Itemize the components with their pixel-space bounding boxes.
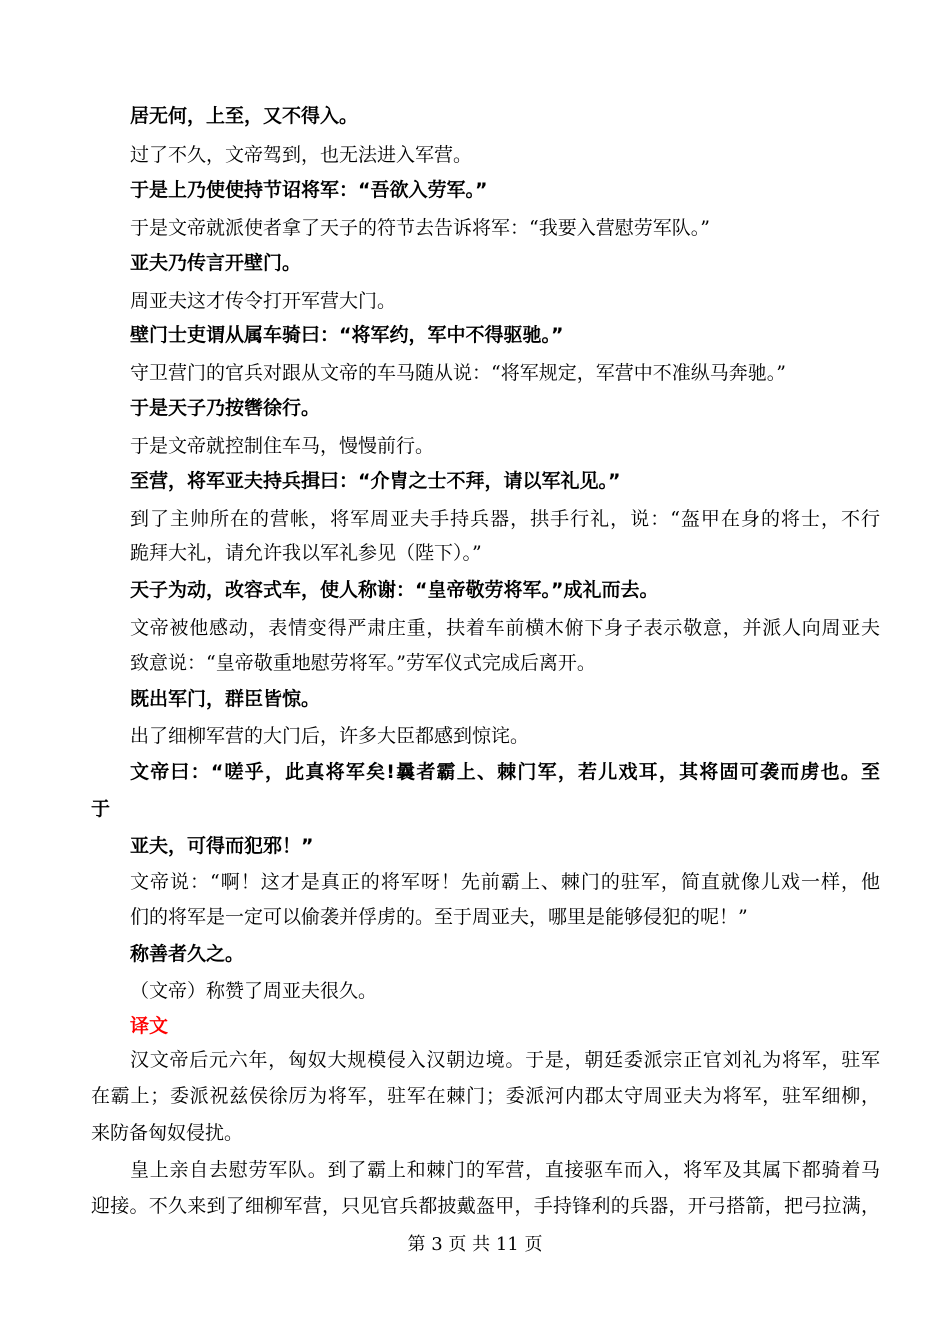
translation-paragraph-line: 在霸上；委派祝兹侯徐厉为将军，驻军在棘门；委派河内郡太守周亚夫为将军，驻军细柳，	[91, 1085, 880, 1107]
original-text-line: 文帝曰：“嗟乎，此真将军矣!曩者霸上、棘门军，若儿戏耳，其将固可袭而虏也。至	[130, 761, 880, 783]
original-text-line: 称善者久之。	[130, 943, 245, 965]
translation-line: 于是文帝就控制住车马，慢慢前行。	[130, 435, 435, 457]
section-heading: 译文	[130, 1015, 169, 1037]
translation-line: 到了主帅所在的营帐，将军周亚夫手持兵器，拱手行礼，说：“盔甲在身的将士，不行	[130, 508, 880, 530]
original-text-line: 天子为动，改容式车，使人称谢：“皇帝敬劳将军。”成礼而去。	[130, 579, 659, 601]
translation-line: 周亚夫这才传令打开军营大门。	[130, 290, 397, 312]
translation-line: 文帝被他感动，表情变得严肃庄重，扶着车前横木俯下身子表示敬意，并派人向周亚夫	[130, 617, 880, 639]
translation-line: 们的将军是一定可以偷袭并俘虏的。至于周亚夫，哪里是能够侵犯的呢！”	[130, 906, 748, 928]
translation-line: （文帝）称赞了周亚夫很久。	[130, 980, 378, 1002]
translation-paragraph-line: 来防备匈奴侵扰。	[91, 1122, 244, 1144]
translation-line: 于是文帝就派使者拿了天子的符节去告诉将军：“我要入营慰劳军队。”	[130, 217, 710, 239]
translation-line: 致意说：“皇帝敬重地慰劳将军。”劳军仪式完成后离开。	[130, 652, 596, 674]
original-text-line: 亚夫，可得而犯邪！”	[130, 835, 314, 857]
translation-paragraph-line: 皇上亲自去慰劳军队。到了霸上和棘门的军营，直接驱车而入，将军及其属下都骑着马	[130, 1159, 880, 1181]
original-text-line: 于是天子乃按辔徐行。	[130, 397, 321, 419]
translation-line: 出了细柳军营的大门后，许多大臣都感到惊诧。	[130, 725, 530, 747]
original-text-line: 亚夫乃传言开壁门。	[130, 252, 302, 274]
page-footer: 第 3 页 共 11 页	[407, 1234, 543, 1255]
original-text-line: 既出军门，群臣皆惊。	[130, 688, 321, 710]
original-text-line: 于是上乃使使持节诏将军：“吾欲入劳军。”	[130, 179, 488, 201]
translation-line: 守卫营门的官兵对跟从文帝的车马随从说：“将军规定，军营中不准纵马奔驰。”	[130, 362, 786, 384]
original-text-line: 至营，将军亚夫持兵揖曰：“介胄之士不拜，请以军礼见。”	[130, 470, 621, 492]
translation-line: 跪拜大礼，请允许我以军礼参见（陛下）。”	[130, 542, 482, 564]
original-text-line: 居无何，上至，又不得入。	[130, 105, 359, 127]
translation-paragraph-line: 汉文帝后元六年，匈奴大规模侵入汉朝边境。于是，朝廷委派宗正官刘礼为将军，驻军	[130, 1049, 880, 1071]
translation-paragraph-line: 迎接。不久来到了细柳军营，只见官兵都披戴盔甲，手持锋利的兵器，开弓搭箭，把弓拉满，	[91, 1195, 880, 1217]
translation-line: 过了不久，文帝驾到，也无法进入军营。	[130, 144, 473, 166]
original-text-line: 壁门士吏谓从属车骑曰：“将军约，军中不得驱驰。”	[130, 324, 564, 346]
translation-line: 文帝说：“啊！这才是真正的将军呀！先前霸上、棘门的驻军，简直就像儿戏一样，他	[130, 871, 880, 893]
original-text-line: 于	[91, 798, 111, 820]
